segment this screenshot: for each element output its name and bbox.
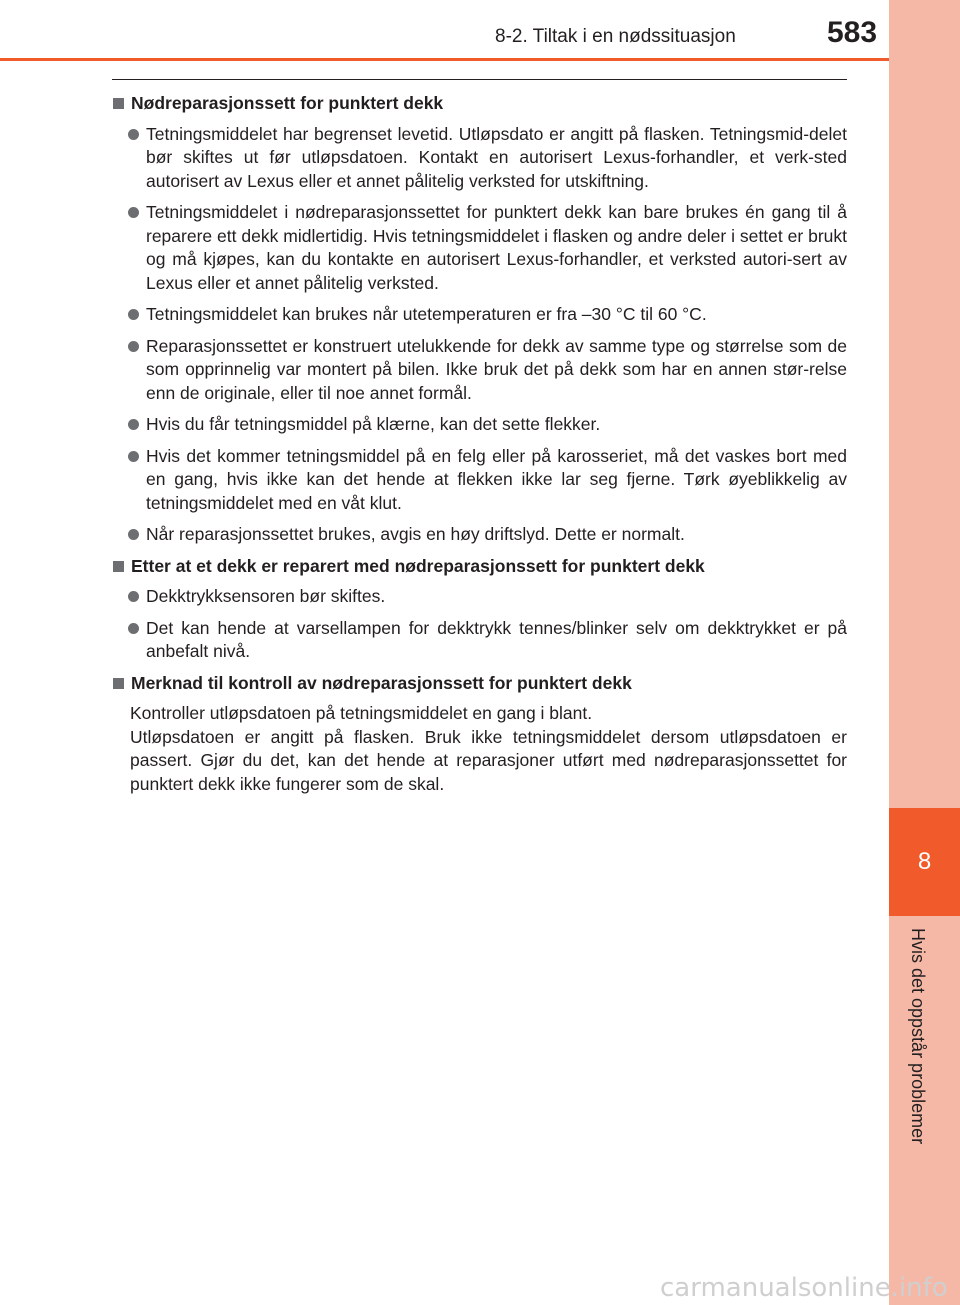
section-after-repair (111, 555, 847, 664)
chapter-label: Hvis det oppstår problemer (908, 928, 928, 1145)
page-number: 583 (827, 16, 878, 49)
bullet-list (111, 123, 847, 547)
bullet-list (111, 585, 847, 664)
paragraph: Utløpsdatoen er angitt på flasken. Bruk ikke tetningsmiddelet dersom utløpsdatoen er passert. Gjør du det, kan det hende at reparasjoner utført med nødreparasjonssettet for punktert dekk ikke fungerer som de skal. (130, 726, 847, 794)
section-heading (111, 672, 847, 696)
chapter-number-tab[interactable] (889, 808, 960, 916)
list-item (111, 201, 847, 295)
round-bullet-icon (128, 309, 139, 320)
section-title: 8-2. Tiltak i en nødssituasjon (495, 26, 736, 47)
list-item (111, 123, 847, 194)
square-bullet-icon (113, 678, 124, 689)
section-emergency-kit (111, 92, 847, 547)
square-bullet-icon (113, 98, 124, 109)
list-item (111, 617, 847, 664)
header-rule (0, 58, 889, 61)
list-item-text: Reparasjonssettet er konstruert utelukkende for dekk av samme type og størrelse som de som opprinnelig var montert på bilen. Ikke bruk det på dekk som har en annen stør-relse enn de originale, eller til noe annet formål. (146, 335, 847, 403)
list-item (111, 303, 847, 327)
list-item (111, 445, 847, 516)
content-divider (112, 79, 847, 80)
page-body (111, 92, 847, 803)
list-item (111, 335, 847, 406)
list-item-text: Hvis du får tetningsmiddel på klærne, kan det sette flekker. (146, 414, 601, 434)
section-heading (111, 92, 847, 116)
list-item-text: Tetningsmiddelet har begrenset levetid. Utløpsdato er angitt på flasken. Tetningsmid-delet bør skiftes ut før utløpsdatoen. Kontakt en autorisert Lexus-forhandler, et verk-sted autorisert av Lexus eller et annet pålitelig verksted for utskiftning. (146, 123, 847, 191)
round-bullet-icon (128, 623, 139, 634)
section-heading-text: Nødreparasjonssett for punktert dekk (131, 93, 444, 113)
watermark: carmanualsonline.info (660, 1273, 948, 1303)
list-item (111, 413, 847, 437)
round-bullet-icon (128, 419, 139, 430)
round-bullet-icon (128, 529, 139, 540)
round-bullet-icon (128, 207, 139, 218)
list-item-text: Tetningsmiddelet kan brukes når utetemperaturen er fra –30 °C til 60 °C. (146, 304, 707, 324)
section-heading-text: Etter at et dekk er reparert med nødreparasjonssett for punktert dekk (131, 555, 705, 576)
list-item-text: Det kan hende at varsellampen for dekktrykk tennes/blinker selv om dekktrykket er på anbefalt nivå. (146, 617, 847, 661)
round-bullet-icon (128, 451, 139, 462)
round-bullet-icon (128, 341, 139, 352)
list-item (111, 523, 847, 547)
paragraph: Kontroller utløpsdatoen på tetningsmiddelet en gang i blant. (130, 703, 593, 723)
list-item-text: Hvis det kommer tetningsmiddel på en felg eller på karosseriet, må det vaskes bort med en gang, hvis ikke kan det hende at flekken ikke lar seg fjerne. Tørk øyeblikkelig av tetningsmiddelet med en våt klut. (146, 445, 847, 513)
list-item-text: Tetningsmiddelet i nødreparasjonssettet for punktert dekk kan bare brukes én gang til å reparere ett dekk midlertidig. Hvis tetningsmiddelet i flasken og andre deler i settet er brukt og må kjøpes, kan du kontakte en autorisert Lexus-forhandler, et verksted autori-sert av Lexus eller et annet pålitelig verksted. (146, 202, 847, 293)
list-item-text: Dekktrykksensoren bør skiftes. (146, 586, 386, 606)
round-bullet-icon (128, 591, 139, 602)
list-item (111, 585, 847, 609)
chapter-number: 8 (917, 848, 932, 875)
paragraph-block (111, 702, 847, 796)
square-bullet-icon (113, 561, 124, 572)
section-heading-text: Merknad til kontroll av nødreparasjonssett for punktert dekk (131, 672, 632, 693)
list-item-text: Når reparasjonssettet brukes, avgis en høy driftslyd. Dette er normalt. (146, 524, 685, 544)
section-heading (111, 555, 847, 579)
section-kit-check (111, 672, 847, 797)
round-bullet-icon (128, 129, 139, 140)
